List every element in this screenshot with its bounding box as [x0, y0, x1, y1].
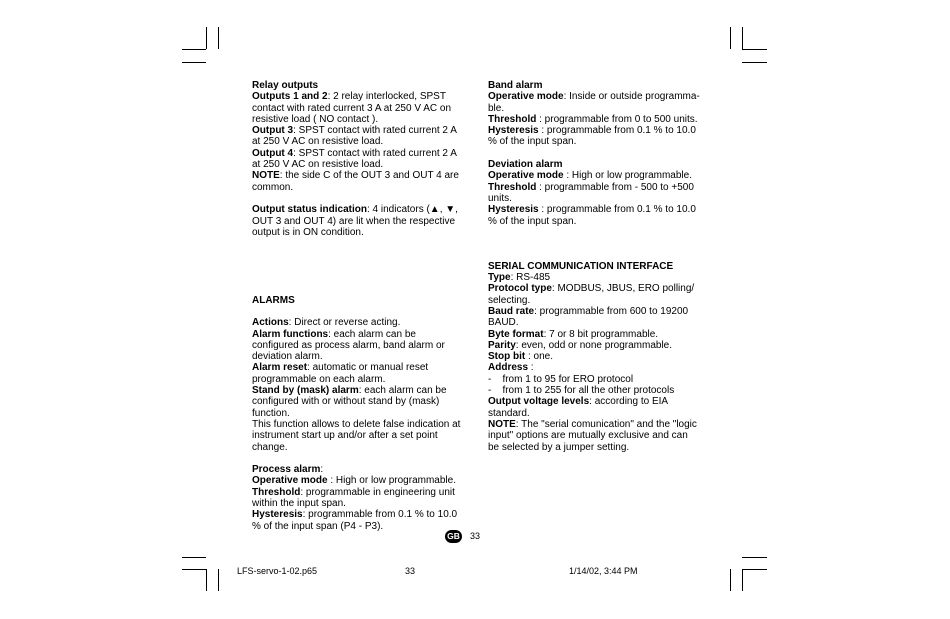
output-4-paragraph: Output 4: SPST contact with rated current 2 A at 250 V AC on resistive load. — [252, 147, 457, 171]
crop-mark — [742, 557, 767, 558]
serial-interface-heading: SERIAL COMMUNICATION INTERFACE — [488, 260, 674, 272]
left-column — [252, 80, 464, 532]
standby-alarm-paragraph: Stand by (mask) alarm: each alarm can be configured with or without stand by (mask) function. — [252, 385, 447, 419]
deviation-hysteresis-paragraph: Hysteresis : programmable from 0.1 % to 10.0 % of the input span. — [488, 204, 696, 227]
crop-mark — [742, 27, 743, 49]
crop-mark — [206, 569, 207, 591]
parity-paragraph: Parity: even, odd or none programmable. — [488, 339, 673, 351]
crop-mark — [742, 569, 767, 570]
crop-mark — [182, 49, 206, 50]
actions-paragraph: Actions: Direct or reverse acting. — [252, 317, 401, 329]
alarm-functions-paragraph: Alarm functions: each alarm can be configured as process alarm, band alarm or deviation alarm. — [252, 328, 445, 363]
process-threshold-paragraph: Threshold: programmable in engineering unit within the input span. — [252, 486, 455, 509]
deviation-threshold-paragraph: Threshold : programmable from - 500 to +500 units. — [488, 181, 694, 204]
crop-mark — [730, 569, 731, 591]
band-mode-paragraph: Operative mode: Inside or outside programma- ble. — [488, 91, 700, 114]
footer-page-number: 33 — [405, 566, 416, 576]
process-alarm-heading: Process alarm: — [252, 464, 324, 476]
serial-note-paragraph: NOTE: The "serial comunication" and the "logic input" options are mutually exclusive and can be selected by a jumper setting. — [488, 418, 697, 453]
address-list-item: - from 1 to 95 for ERO protocol — [488, 373, 634, 385]
output-status-paragraph: Output status indication: 4 indicators (▲, ▼, OUT 3 and OUT 4) are lit when the respective output is in ON condition. — [252, 204, 458, 238]
outputs-1-2-paragraph: Outputs 1 and 2: 2 relay interlocked, SPST contact with rated current 3 A at 250 V AC on resistive load ( NO contact ). — [252, 91, 452, 125]
page-number: 33 — [470, 531, 481, 541]
output-3-paragraph: Output 3: SPST contact with rated current 2 A at 250 V AC on resistive load. — [252, 125, 457, 148]
right-column — [488, 80, 700, 453]
band-threshold-paragraph: Threshold : programmable from 0 to 500 units. — [488, 113, 698, 125]
alarms-heading: ALARMS — [252, 294, 295, 306]
crop-mark — [218, 27, 219, 49]
footer-datetime: 1/14/02, 3:44 PM — [569, 566, 638, 576]
band-hysteresis-paragraph: Hysteresis : programmable from 0.1 % to 10.0 % of the input span. — [488, 125, 696, 148]
protocol-paragraph: Protocol type: MODBUS, JBUS, ERO polling/ selecting. — [488, 283, 695, 306]
crop-mark — [730, 27, 731, 49]
deviation-mode-paragraph: Operative mode : High or low programmable. — [488, 170, 692, 182]
deviation-alarm-heading: Deviation alarm — [488, 159, 563, 171]
band-alarm-heading: Band alarm — [488, 80, 543, 91]
language-badge: GB — [445, 530, 462, 543]
standby-extra-paragraph: This function allows to delete false indication at instrument start up and/or after a set point change. — [252, 418, 461, 453]
crop-mark — [206, 27, 207, 49]
stop-bit-paragraph: Stop bit : one. — [488, 351, 554, 363]
crop-mark — [742, 569, 743, 591]
baud-rate-paragraph: Baud rate: programmable from 600 to 19200 BAUD. — [488, 305, 689, 329]
output-voltage-paragraph: Output voltage levels: according to EIA standard. — [488, 396, 668, 419]
address-paragraph: Address : — [488, 362, 534, 374]
process-mode-paragraph: Operative mode : High or low programmable. — [252, 475, 456, 487]
crop-mark — [182, 557, 206, 558]
relay-outputs-heading: Relay outputs — [252, 80, 319, 91]
crop-mark — [742, 62, 767, 63]
crop-mark — [742, 49, 767, 50]
footer-filename: LFS-servo-1-02.p65 — [237, 566, 318, 576]
note-paragraph: NOTE: the side C of the OUT 3 and OUT 4 are common. — [252, 170, 459, 193]
byte-format-paragraph: Byte format: 7 or 8 bit programmable. — [488, 328, 659, 340]
address-list-item: - from 1 to 255 for all the other protocols — [488, 385, 675, 397]
type-paragraph: Type: RS-485 — [488, 272, 551, 284]
process-hysteresis-paragraph: Hysteresis: programmable from 0.1 % to 10.0 % of the input span (P4 - P3). — [252, 509, 458, 532]
crop-mark — [182, 569, 206, 570]
crop-mark — [218, 569, 219, 591]
crop-mark — [182, 62, 206, 63]
alarm-reset-paragraph: Alarm reset: automatic or manual reset programmable on each alarm. — [252, 362, 429, 385]
